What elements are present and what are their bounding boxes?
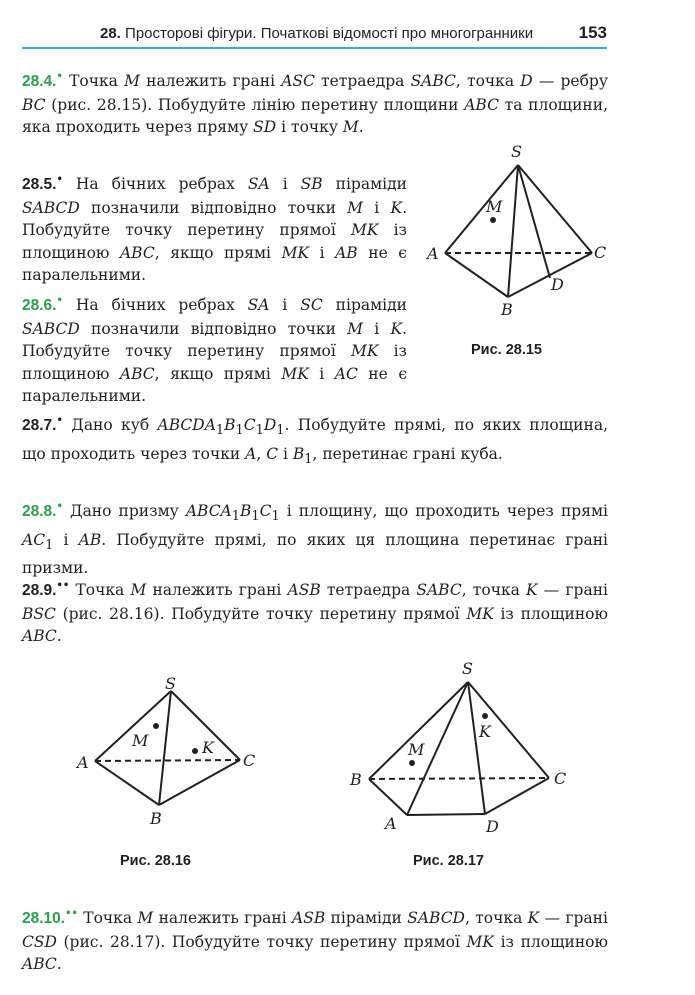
label-C: C xyxy=(554,769,567,788)
figure-caption-28-17: Рис. 28.17 xyxy=(413,853,484,869)
label-M: M xyxy=(486,197,503,216)
problem-text: Дано призму $ABCA_1B_1C_1$ і площину, що проходить через прямі $AC_1$ і AB. Побудуйте прямі, по яких ця площина перетинає грані призми. xyxy=(22,502,608,578)
difficulty-marker: • xyxy=(56,174,63,185)
label-A: A xyxy=(385,814,397,833)
line-SD xyxy=(518,165,550,278)
header-rule xyxy=(22,47,607,49)
figure-28-15 xyxy=(420,140,620,350)
edge-SC xyxy=(518,165,592,253)
figure-28-17 xyxy=(345,652,585,837)
edge-DC xyxy=(485,778,549,814)
problem-number: 28.9. xyxy=(22,582,57,599)
figure-caption-28-15: Рис. 28.15 xyxy=(471,342,542,358)
label-A: A xyxy=(77,753,89,772)
problem-28-10 xyxy=(22,903,608,976)
label-C: C xyxy=(594,243,607,262)
label-B: B xyxy=(150,809,162,828)
problem-number: 28.10. xyxy=(22,910,66,927)
edge-SB xyxy=(508,165,518,297)
problem-number: 28.4. xyxy=(22,73,57,90)
problem-number: 28.5. xyxy=(22,176,57,193)
label-B: B xyxy=(501,300,513,319)
problem-number: 28.6. xyxy=(22,297,57,314)
difficulty-marker: •• xyxy=(65,908,78,919)
label-K: K xyxy=(479,722,491,741)
point-M xyxy=(409,760,415,766)
figure-28-16 xyxy=(70,668,270,833)
edge-BC xyxy=(159,760,240,805)
problem-number: 28.8. xyxy=(22,503,57,520)
label-M: M xyxy=(132,731,149,750)
edge-AD xyxy=(407,814,485,815)
difficulty-marker: • xyxy=(56,71,63,82)
edge-SA xyxy=(95,691,171,761)
label-S: S xyxy=(511,142,522,161)
page-number: 153 xyxy=(578,23,607,42)
edge-AC-hidden xyxy=(95,760,240,761)
problem-text: Точка M належить грані ASC тетраедра SABC, точка D — ребру BC (рис. 28.15). Побудуйте лінію перетину площини ABC та площини, яка проходить через пряму SD і точку M. xyxy=(22,72,608,136)
difficulty-marker: • xyxy=(56,501,63,512)
edge-BC-hidden xyxy=(369,778,549,779)
label-K: K xyxy=(202,738,214,757)
problem-28-7 xyxy=(22,410,608,471)
point-M xyxy=(153,723,159,729)
label-M: M xyxy=(408,740,425,759)
chapter-title xyxy=(100,25,533,42)
chapter-title-text: Просторові фігури. Початкові відомості про многогранники xyxy=(125,25,534,42)
label-S: S xyxy=(462,659,473,678)
edge-SD xyxy=(468,682,485,814)
problem-text: Точка M належить грані ASB піраміди SABCD, точка K — грані CSD (рис. 28.17). Побудуйте точку перетину прямої MK із площиною ABC. xyxy=(22,909,608,973)
problem-28-4 xyxy=(22,66,608,139)
edge-AB xyxy=(95,761,159,805)
problem-text: Точка M належить грані ASB тетраедра SABC, точка K — грані BSC (рис. 28.16). Побудуйте точку перетину прямої MK із площиною ABC. xyxy=(22,581,608,645)
problem-number: 28.7. xyxy=(22,417,57,434)
point-K xyxy=(482,713,488,719)
label-S: S xyxy=(165,674,176,693)
difficulty-marker: • xyxy=(56,295,63,306)
problem-28-8 xyxy=(22,496,608,580)
problem-text: На бічних ребрах SA і SC піраміди SABCD позначили відповідно точки M і K. Побудуйте точку перетину прямої MK із площиною ABC, якщо прямі MK і AC не є паралельними. xyxy=(22,296,408,405)
problem-text: Дано куб $ABCDA_1B_1C_1D_1$. Побудуйте прямі, по яких площина, що проходить через точки A, C і $B_1$, перетинає грані куба. xyxy=(22,416,608,467)
difficulty-marker: • xyxy=(56,415,63,426)
problem-28-9 xyxy=(22,575,608,648)
page-header xyxy=(22,18,607,46)
edge-SB xyxy=(159,691,171,805)
figure-caption-28-16: Рис. 28.16 xyxy=(120,853,191,869)
point-M xyxy=(490,217,496,223)
edge-BA xyxy=(369,779,407,815)
label-D: D xyxy=(486,817,499,836)
label-D: D xyxy=(551,275,564,294)
problem-text: На бічних ребрах SA і SB піраміди SABCD позначили відповідно точки M і K. Побудуйте точку перетину прямої MK із площиною ABC, якщо прямі MK і AB не є паралельними. xyxy=(22,175,408,284)
edge-SB xyxy=(369,682,468,779)
point-K xyxy=(192,748,198,754)
edge-AB xyxy=(445,253,508,297)
difficulty-marker: •• xyxy=(56,580,70,591)
problem-28-5 xyxy=(22,169,407,287)
label-C: C xyxy=(243,751,256,770)
label-A: A xyxy=(427,244,439,263)
chapter-number: 28. xyxy=(100,25,121,42)
problem-28-6 xyxy=(22,290,407,408)
edge-SA xyxy=(445,165,518,253)
label-B: B xyxy=(350,770,362,789)
